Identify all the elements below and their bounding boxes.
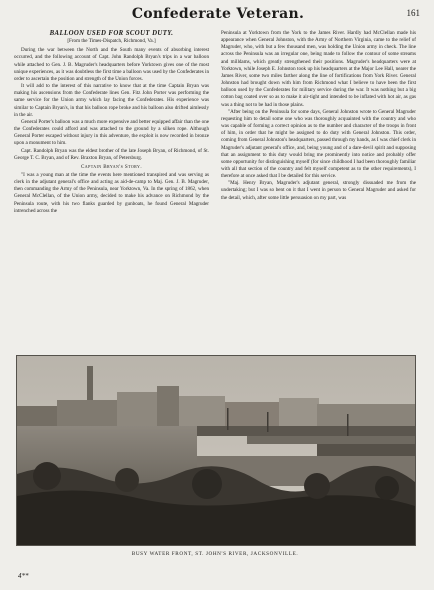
paragraph: Peninsula at Yorktown from the York to the James River. Hardly had McClellan made his appearance when General Johnston, with the Army of Northern Virginia, came to the relief of Magruder, who, with but a few thousand men, was holding the Union army in check. The line across the Peninsula was an irregular one, being made to follow the contour of some streams and milldams, which greatly strengthened their positions. Magruder's headquarters were at Yorktown, while Joseph E. Johnston took up his headquarters at the Major Lee Hall, nearer the James River, some two miles farther along the line of fortifications from York River. General Johnston had brought down with him from Richmond what I believe to have been the first balloon used by the Confederates for military service during the war. It was nothing but a big cotton bag coated over so as to make it air-tight and intended to be inflated with hot air, as gas was a thing not to be had in those plains. [221, 30, 416, 108]
left-column [14, 30, 209, 215]
signature-mark: 4** [18, 572, 29, 580]
page-header [16, 6, 420, 28]
article-source: [From the Times-Dispatch, Richmond, Va.] [67, 38, 156, 45]
story-subheading: Captain Bryan's Story. [80, 163, 142, 170]
paragraph: It will add to the interest of this narrative to know that at the time Captain Bryan was making his ascensions from the Confederate lines Gen. Fitz John Porter was performing the same service for the Union army which lay facing the Confederates. His experience was similar to Captain Bryan's, in that his balloon rope broke and his balloon also drifted aimlessly in the air. [14, 83, 209, 118]
paragraph: "After being on the Peninsula for some days, General Johnston wrote to General Magruder requesting him to detail some one who was thoroughly acquainted with the country and who was capable of forming a correct opinion as to the number and character of the troops in front of him, in order that he might be assigned to do duty with General Johnston. This order, coming from General Johnston's headquarters, passed through my hands, as I was chief clerk in Magruder's adjutant general's office, and, being young and of a dare-devil spirit and supposing that an assignment to this duty would bring me prominently into notice and probably offer some opportunity for distinguishing myself (for since childhood I had been thoroughly familiar with all that section of the country and felt myself competent as to the other requirements), I therefore at once asked that I be detailed for this service. [221, 108, 416, 180]
paragraph: General Porter's balloon was a much more expensive and better equipped affair than the one the Confederates could afford and was attached to the ground by a silken rope. Although General Porter escaped without injury in this adventure, the exploit is now recorded in bronze upon a monument to him. [14, 118, 209, 147]
paragraph: During the war between the North and the South many events of absorbing interest occurred, and the following account of Capt. John Randolph Bryan's trips in a war balloon while attached to Gen. J. B. Magruder's headquarters before Yorktown gives one of the most unique experiences, as it was doubtless the first time a balloon was used by the Confederates in order to ascertain the position and strength of the Union forces. [14, 47, 209, 82]
paragraph: Capt. Randolph Bryan was the eldest brother of the late Joseph Bryan, of Richmond, of St. George T. C. Bryan, and of Rev. Braxton Bryan, of Petersburg. [14, 147, 209, 161]
paragraph: "I was a young man at the time the events here mentioned transpired and was serving as clerk in the adjutant general's office and acting as aid-de-camp to Maj. Gen. J. B. Magruder, then commanding the Army of the Peninsula, near Yorktown, Va. In the spring of 1862, when General McClellan, of the Union army, decided to make his advance on Richmond by the Peninsula route, with his two flanks guarded by gunboats, he found General Magruder intrenched across the [14, 171, 209, 214]
journal-title: Confederate Veteran. [131, 6, 305, 22]
paragraph: "Maj. Henry Bryan, Magruder's adjutant general, strongly dissuaded me from the undertaking; but I was so bent on it that I went in person to General Magruder and asked for the detail, which, after some little persuasion on my part, was [221, 180, 416, 201]
page-number: 161 [406, 8, 420, 18]
right-column [221, 30, 416, 202]
photo-caption: BUSY WATER FRONT, ST. JOHN'S RIVER, JACKSONVILLE. [131, 551, 299, 557]
article-heading: BALLOON USED FOR SCOUT DUTY. [49, 30, 174, 37]
waterfront-photograph [16, 355, 416, 546]
